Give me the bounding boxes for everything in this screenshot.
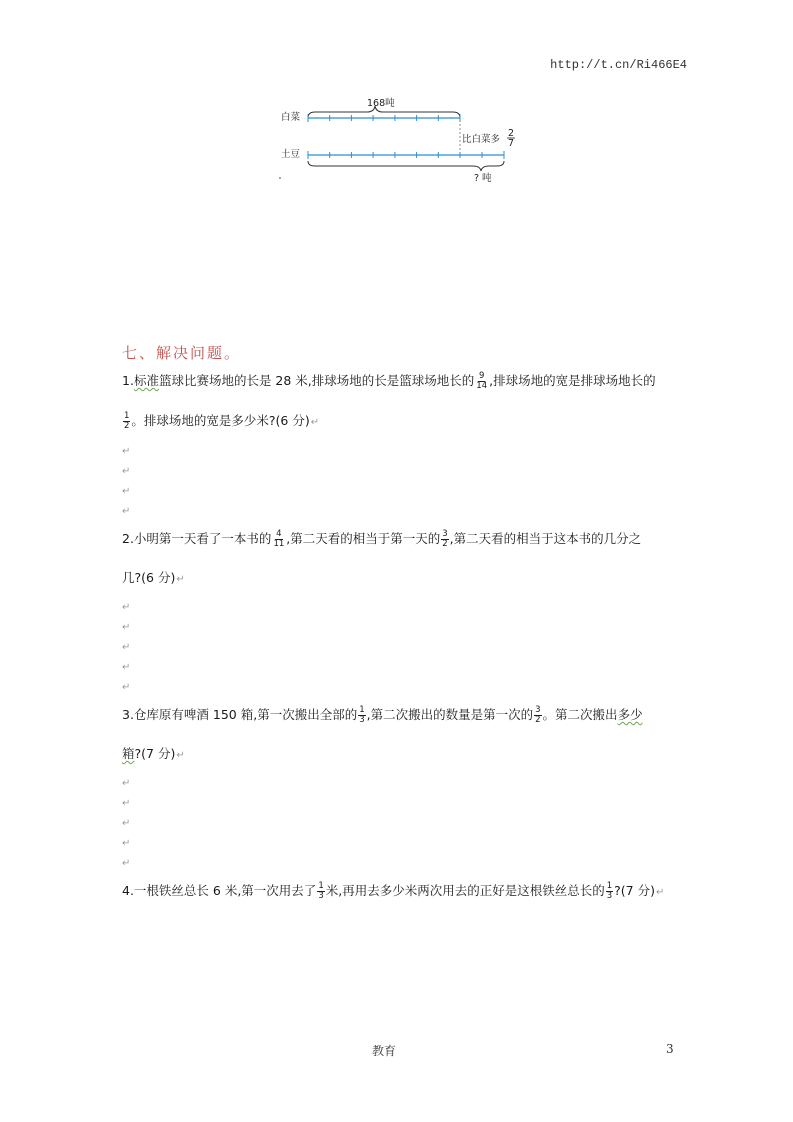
empty-paragraph-mark: ↵ (122, 682, 131, 693)
diagram-svg (275, 92, 535, 182)
q1-text-a: 1. (122, 373, 134, 388)
paragraph-mark: ↵ (176, 750, 185, 761)
q2-text-a: 2.小明第一天看了一本书的 (122, 531, 272, 546)
q1-fraction-1: $\frac{9}{14}$ (476, 371, 488, 391)
q3-text-d: ?(7 分) (134, 746, 176, 761)
empty-paragraph-mark: ↵ (122, 818, 131, 829)
extra-label: 比白菜多 (462, 134, 501, 145)
source-url: http://t.cn/Ri466E4 (550, 58, 687, 72)
q1-fraction-2: $\frac{1}{2}$ (124, 411, 130, 431)
q3-text-a: 3.仓库原有啤酒 150 箱,第一次搬出全部的 (122, 707, 358, 722)
q2-text-c: ,第二天看的相当于这本书的几分之 (449, 531, 642, 546)
empty-paragraph-mark: ↵ (122, 466, 131, 477)
empty-paragraph-mark: ↵ (122, 858, 131, 869)
empty-paragraph-mark: ↵ (122, 506, 131, 517)
unknown-total-label: ? 吨 (474, 173, 492, 182)
top-total-label: 168吨 (367, 98, 395, 109)
q3-fraction-2: $\frac{3}{2}$ (535, 705, 541, 725)
section-title: 七、解决问题。 (122, 344, 242, 362)
q4-text-b: 米,再用去多少米两次用去的正好是这根铁丝总长的 (325, 883, 605, 898)
empty-paragraph-mark: ↵ (122, 838, 131, 849)
empty-paragraph-mark: ↵ (122, 778, 131, 789)
q4-text-a: 4.一根铁丝总长 6 米,第一次用去了 (122, 883, 317, 898)
q4-fraction-1: $\frac{1}{3}$ (318, 881, 324, 901)
footer-text: 教育 (372, 1044, 397, 1058)
q1-text-wavy: 标准 (133, 373, 159, 388)
question-1-line-1 (122, 372, 656, 391)
q2-fraction-1: $\frac{4}{11}$ (273, 529, 285, 549)
question-1-line-2 (122, 412, 319, 431)
q3-text-wavy-a: 多少 (617, 707, 643, 722)
extra-fraction-den: 7 (508, 138, 515, 149)
question-3-line-1 (122, 706, 643, 725)
bottom-brace (308, 161, 504, 171)
q3-text-wavy-b: 箱 (122, 746, 135, 761)
paragraph-mark: ↵ (176, 574, 185, 585)
empty-paragraph-mark: ↵ (122, 602, 131, 613)
stray-dot (279, 177, 281, 179)
q2-text-d: 几?(6 分) (122, 570, 176, 585)
extra-fraction-num: 2 (508, 128, 515, 139)
empty-paragraph-mark: ↵ (122, 662, 131, 673)
line-segment-diagram (275, 92, 535, 182)
empty-paragraph-mark: ↵ (122, 622, 131, 633)
q4-fraction-2: $\frac{1}{3}$ (606, 881, 613, 901)
q2-fraction-2: $\frac{3}{2}$ (442, 529, 448, 549)
empty-paragraph-mark: ↵ (122, 798, 131, 809)
paragraph-mark: ↵ (655, 887, 665, 898)
question-2-line-2 (122, 570, 185, 588)
paragraph-mark: ↵ (310, 417, 320, 428)
q3-text-b: ,第二次搬出的数量是第一次的 (366, 707, 534, 722)
q3-fraction-1: $\frac{1}{3}$ (359, 705, 365, 725)
question-4 (122, 882, 664, 901)
q1-text-d: 。排球场地的宽是多少米?(6 分) (131, 413, 310, 428)
q1-text-c: ,排球场地的宽是排球场地长的 (489, 373, 656, 388)
row-label-cabbage: 白菜 (281, 112, 301, 123)
q2-text-b: ,第二天看的相当于第一天的 (286, 531, 441, 546)
q1-text-b: 篮球比赛场地的长是 28 米,排球场地的长是篮球场地长的 (158, 373, 475, 388)
question-3-line-2 (122, 746, 185, 764)
empty-paragraph-mark: ↵ (122, 446, 131, 457)
question-2-line-1 (122, 530, 641, 549)
q4-text-c: ?(7 分) (614, 883, 655, 898)
row-label-potato: 土豆 (281, 149, 301, 160)
empty-paragraph-mark: ↵ (122, 486, 131, 497)
page-number: 3 (666, 1042, 674, 1056)
q3-text-c: 。第二次搬出 (542, 707, 618, 722)
empty-paragraph-mark: ↵ (122, 642, 131, 653)
